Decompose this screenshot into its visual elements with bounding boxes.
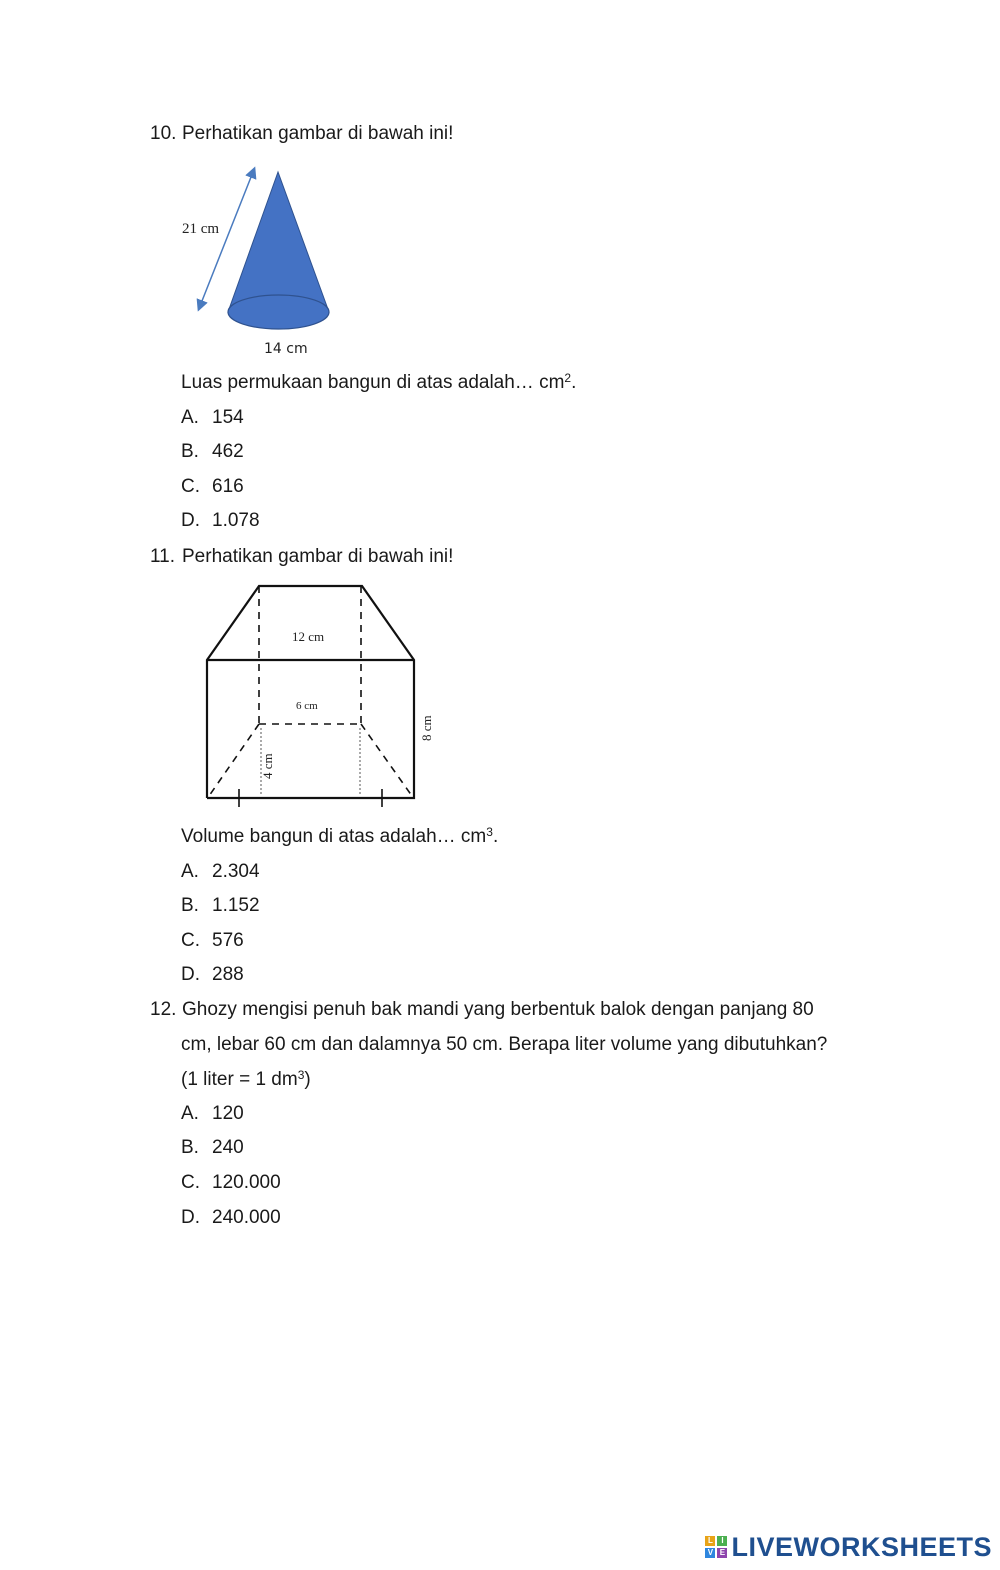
q11-number: 11. [150,546,176,567]
q12-option-c[interactable]: C. 120.000 [181,1172,281,1193]
slant-label: 21 cm [182,221,220,237]
q12-option-d[interactable]: D. 240.000 [181,1207,281,1228]
q11-option-c[interactable]: C. 576 [181,930,244,951]
q10-option-c[interactable]: C. 616 [181,476,244,497]
q10-option-b[interactable]: B. 462 [181,441,244,462]
q11-option-a[interactable]: A. 2.304 [181,861,260,882]
q10-prompt: Perhatikan gambar di bawah ini! [182,123,454,144]
logo-cell: E [717,1548,727,1558]
logo-grid-icon [705,1536,727,1558]
q10-option-a[interactable]: A. 154 [181,407,244,428]
hidden-edge [209,724,259,796]
q11-prompt: Perhatikan gambar di bawah ini! [182,546,454,567]
q12-line3: (1 liter = 1 $dm^3$) [181,1068,311,1090]
brand-name: LIVEWORKSHEETS [731,1531,992,1562]
q12-line2: cm, lebar 60 cm dan dalamnya 50 cm. Berapa liter volume yang dibutuhkan? [181,1034,828,1055]
q12-option-b[interactable]: B. 240 [181,1137,244,1158]
logo-cell: V [705,1548,715,1558]
q11-option-d[interactable]: D. 288 [181,964,244,985]
logo-cell: L [705,1536,715,1546]
q11-option-b[interactable]: B. 1.152 [181,895,260,916]
prism-front-outline [207,586,414,798]
q12-number: 12. [150,999,177,1020]
inner-height-label: 4 cm [260,753,275,779]
q10-question: Luas permukaan bangun di atas adalah… $cm^2$. [181,371,577,393]
top-width-label: 6 cm [296,700,318,712]
q12-heading [150,999,814,1021]
height-label: 8 cm [419,715,434,741]
q12-line1: Ghozy mengisi penuh bak mandi yang berbentuk balok dengan panjang 80 [182,999,814,1020]
logo-cell: I [717,1536,727,1546]
diameter-label: 14 cm [264,341,308,357]
q12-option-a[interactable]: A. 120 [181,1103,244,1124]
prism-figure [0,0,500,820]
length-label: 12 cm [292,629,325,644]
q11-question: Volume bangun di atas adalah… $cm^3$. [181,825,499,847]
liveworksheets-logo[interactable] [705,1530,992,1564]
hidden-edge [361,724,412,796]
q10-option-d[interactable]: D. 1.078 [181,510,260,531]
q10-number: 10. [150,123,177,144]
